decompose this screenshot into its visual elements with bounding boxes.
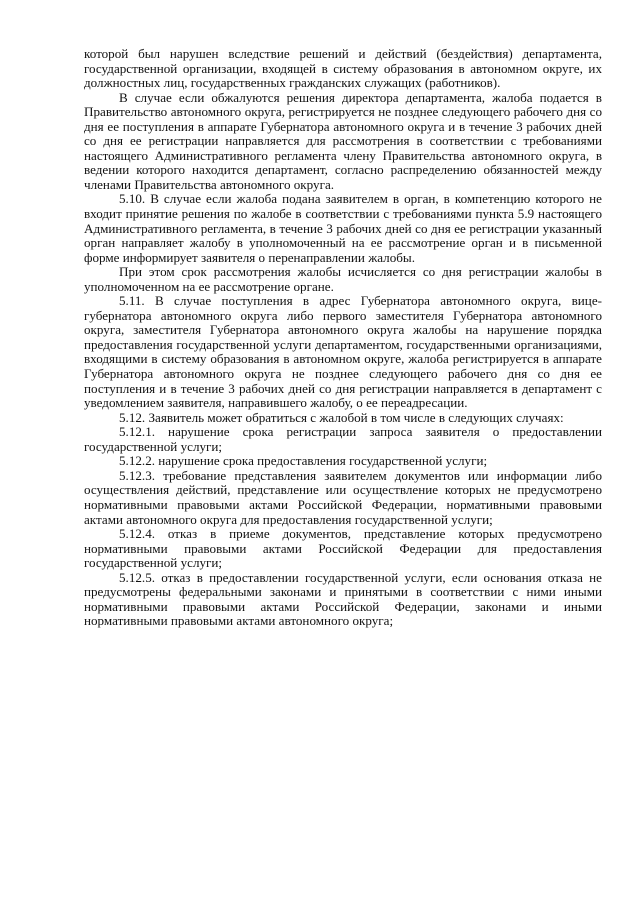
paragraph-5-12-4: 5.12.4. отказ в приеме документов, представление которых предусмотрено нормативными правовыми актами Российской Федерации для предоставления государственной услуги; (84, 526, 602, 571)
paragraph-5-10: 5.10. В случае если жалоба подана заявителем в орган, в компетенцию которого не входит принятие решения по жалобе в соответствии с требованиями пункта 5.9 настоящего Административного регламента, в течение 3 рабочих дней со дня ее регистрации указанный орган направляет жалобу в уполномоченный на ее рассмотрение орган и в письменной форме информирует заявителя о перенаправлении жалобы. (84, 191, 602, 265)
paragraph-director-complaint: В случае если обжалуются решения директора департамента, жалоба подается в Правительство автономного округа, регистрируется не позднее следующего рабочего дня со дня ее поступления в аппарате Губернатора автономного округа и в течение 3 рабочих дней со дня ее регистрации направляется для рассмотрения в соответствии с требованиями настоящего Административного регламента члену Правительства автономного округа, в ведении которого находится департамент, согласно распределению обязанностей между членами Правительства автономного округа. (84, 89, 602, 192)
paragraph-review-period: При этом срок рассмотрения жалобы исчисляется со дня регистрации жалобы в уполномоченном на ее рассмотрение органе. (84, 264, 602, 294)
paragraph-5-12-1: 5.12.1. нарушение срока регистрации запроса заявителя о предоставлении государственной услуги; (84, 424, 602, 454)
paragraph-5-12-2: 5.12.2. нарушение срока предоставления государственной услуги; (119, 453, 488, 469)
paragraph-5-12-5: 5.12.5. отказ в предоставлении государственной услуги, если основания отказа не предусмотрены федеральными законами и принятыми в соответствии с ними иными нормативными правовыми актами Российской Федерации, законами и иными нормативными правовыми актами автономного округа; (84, 569, 602, 629)
document-page (84, 47, 602, 629)
paragraph-5-12-3: 5.12.3. требование представления заявителем документов или информации либо осуществления действий, представление или осуществление которых не предусмотрено нормативными правовыми актами Российской Федерации, нормативными правовыми актами автономного округа для предоставления государственной услуги; (84, 467, 602, 527)
paragraph-5-12: 5.12. Заявитель может обратиться с жалобой в том числе в следующих случаях: (119, 409, 564, 425)
paragraph-continuation: которой был нарушен вследствие решений и действий (бездействия) департамента, государственной организации, входящей в систему образования в автономном округе, их должностных лиц, государственных гражданских служащих (работников). (84, 46, 602, 91)
paragraph-5-11: 5.11. В случае поступления в адрес Губернатора автономного округа, вице-губернатора автономного округа либо первого заместителя Губернатора автономного округа, заместителя Губернатора автономного округа жалобы на нарушение порядка предоставления государственной услуги департаментом, государственными организациями, входящими в систему образования в автономном округе, жалоба регистрируется в аппарате Губернатора автономного округа не позднее следующего рабочего дня со дня ее поступления и в течение 3 рабочих дней со дня регистрации направляется в департамент с уведомлением заявителя, направившего жалобу, о ее переадресации. (84, 293, 602, 411)
